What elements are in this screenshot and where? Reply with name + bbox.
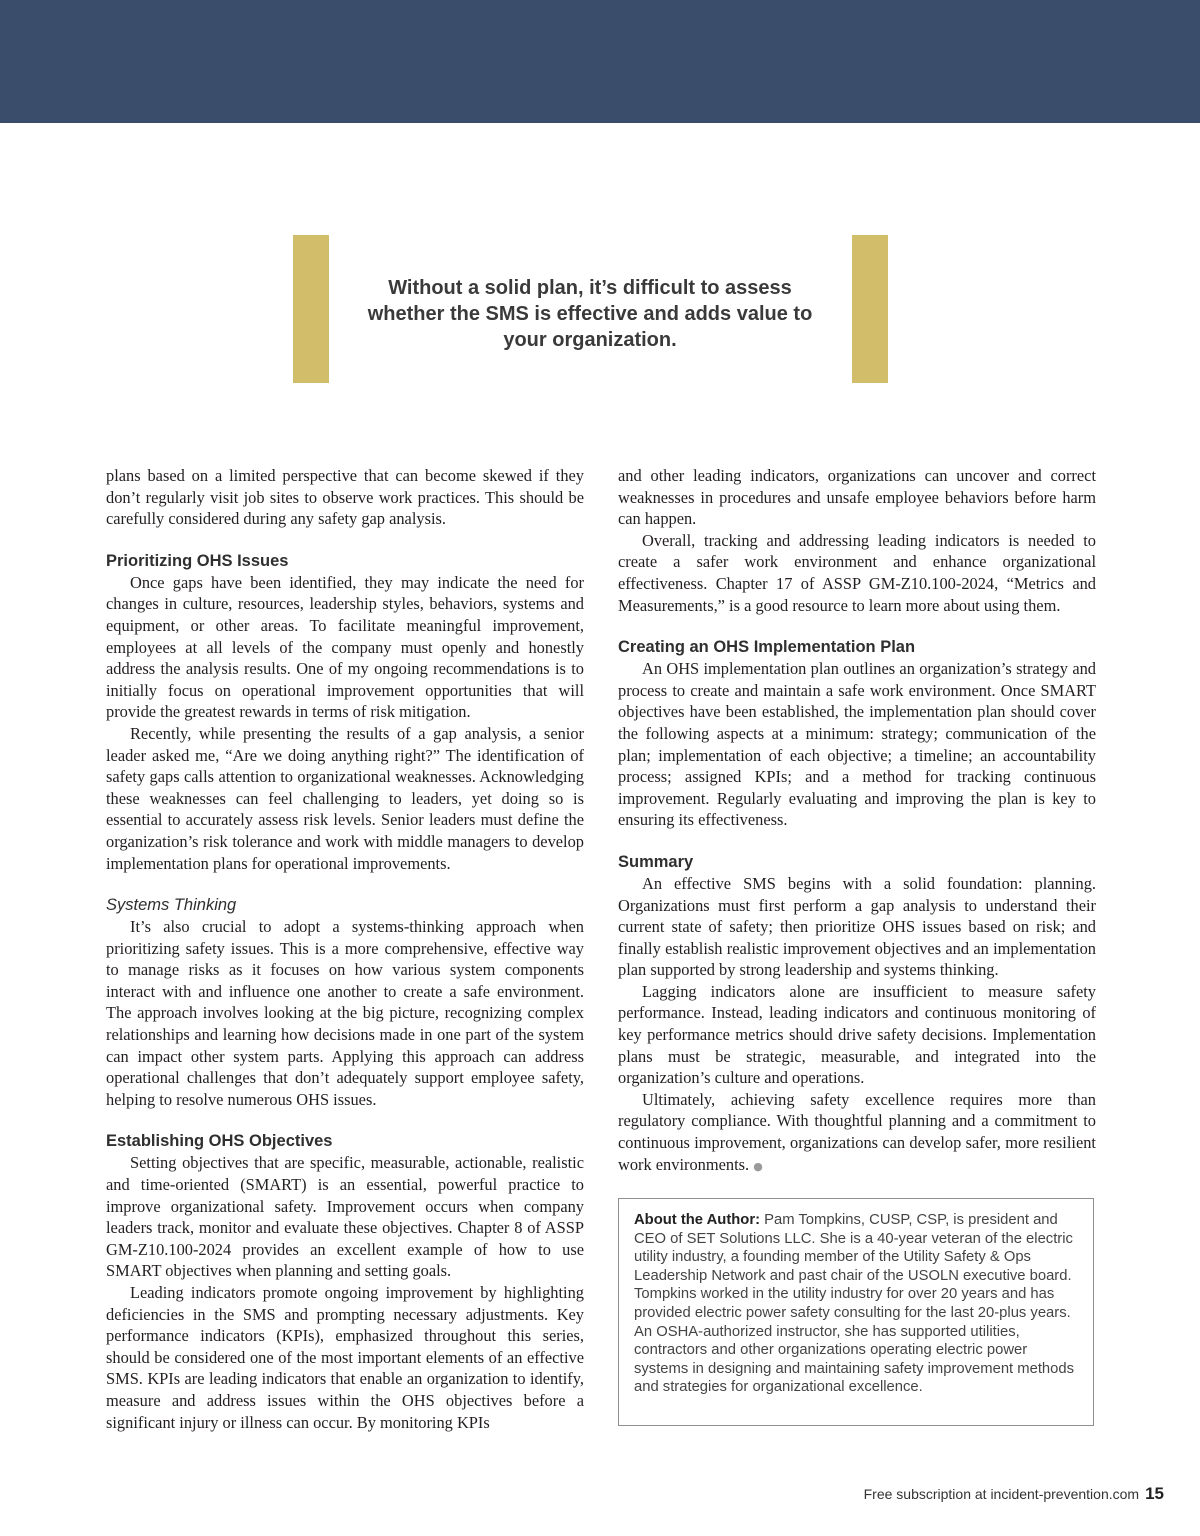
pull-quote: Without a solid plan, it’s difficult to assess whether the SMS is effective and adds value to your organization. xyxy=(367,277,813,351)
author-bio xyxy=(634,1211,1078,1397)
right-column xyxy=(618,465,1096,1177)
section-heading-objectives: Establishing OHS Objectives xyxy=(106,1132,333,1151)
subscription-link[interactable]: Free subscription at incident-prevention.com xyxy=(863,1486,1140,1502)
subsection-heading-systems-thinking: Systems Thinking xyxy=(106,896,237,915)
author-label: About the Author: xyxy=(634,1212,761,1228)
paragraph: Setting objectives that are specific, measurable, actionable, realistic and time-oriented (SMART) is an essential, powerful practice to improve organizational safety. Improvement occurs when company leaders track, monitor and evaluate these objectives. Chapter 8 of ASSP GM-Z10.100-2024 provides an excellent example of how to use SMART objectives when planning and setting goals. xyxy=(106,1153,584,1281)
page-footer xyxy=(864,1484,1164,1504)
pull-quote-bar-left xyxy=(293,235,329,383)
pull-quote-bar-right xyxy=(852,235,888,383)
page-number: 15 xyxy=(1145,1484,1164,1503)
paragraph-final xyxy=(618,1089,1096,1177)
final-paragraph-text: Ultimately, achieving safety excellence requires more than regulatory compliance. With thoughtful planning and a commitment to continuous improvement, organizations can develop safer, more resilient work environments. xyxy=(618,1089,1096,1174)
section-heading-prioritizing: Prioritizing OHS Issues xyxy=(106,551,289,570)
section-heading-summary: Summary xyxy=(618,852,694,871)
paragraph: and other leading indicators, organizations can uncover and correct weaknesses in procedures and unsafe employee behaviors before harm can happen. xyxy=(618,466,1096,529)
paragraph: It’s also crucial to adopt a systems-thinking approach when prioritizing safety issues. This is a more comprehensive, effective way to manage risks as it focuses on how various system components interact with and influence one another to create a safe environment. The approach involves looking at the big picture, recognizing complex relationships and learning how decisions made in one part of the system can impact other system parts. Applying this approach can address operational challenges that don’t adequately support employee safety, helping to resolve numerous OHS issues. xyxy=(106,917,584,1109)
about-author-box xyxy=(618,1198,1094,1426)
paragraph: An OHS implementation plan outlines an organization’s strategy and process to create and maintain a safe work environment. Once SMART objectives have been established, the implementation plan should cover the following aspects at a minimum: strategy; communication of the plan; implementation of each objective; a timeline; an accountability process; assigned KPIs; and a method for tracking continuous improvement. Regularly evaluating and improving the plan is key to ensuring its effectiveness. xyxy=(618,659,1096,830)
paragraph: Recently, while presenting the results of a gap analysis, a senior leader asked me, “Are we doing anything right?” The identification of safety gaps calls attention to organizational weaknesses. Acknowledging these weaknesses can feel challenging to leaders, yet doing so is essential to accurately assess risk levels. Senior leaders must define the organization’s risk tolerance and work with middle managers to develop implementation plans for operational improvements. xyxy=(106,723,584,873)
paragraph: Once gaps have been identified, they may indicate the need for changes in culture, resources, leadership styles, behaviors, systems and equipment, or other areas. To facilitate meaningful improvement, employees at all levels of the company must openly and honestly address the analysis results. One of my ongoing recommendations is to initially focus on operational improvement opportunities that will provide the greatest rewards in terms of risk mitigation. xyxy=(106,572,584,722)
paragraph: plans based on a limited perspective that can become skewed if they don’t regularly visit job sites to observe work practices. This should be carefully considered during any safety gap analysis. xyxy=(106,466,584,529)
section-heading-implementation-plan: Creating an OHS Implementation Plan xyxy=(618,638,916,657)
paragraph: Overall, tracking and addressing leading indicators is needed to create a safer work environment and enhance organizational effectiveness. Chapter 17 of ASSP GM-Z10.100-2024, “Metrics and Measurements,” is a good resource to learn more about using them. xyxy=(618,530,1096,615)
left-column xyxy=(106,465,584,1433)
paragraph: An effective SMS begins with a solid foundation: planning. Organizations must first perform a gap analysis to understand their current state of safety; then prioritize OHS issues based on risk; and finally establish realistic improvement objectives and an implementation plan supported by strong leadership and systems thinking. xyxy=(618,873,1096,980)
paragraph: Lagging indicators alone are insufficient to measure safety performance. Instead, leading indicators and continuous monitoring of key performance metrics should drive safety decisions. Implementation plans must be strategic, measurable, and integrated into the organization’s culture and operations. xyxy=(618,981,1096,1088)
author-text: Pam Tompkins, CUSP, CSP, is president and CEO of SET Solutions LLC. She is a 40-year veteran of the electric utility industry, a founding member of the Utility Safety & Ops Leadership Network and past chair of the USOLN executive board. Tompkins worked in the utility industry for over 20 years and has provided electric power safety consulting for the last 20-plus years. An OSHA-authorized instructor, she has supported utilities, contractors and other organizations operating electric power systems in designing and maintaining safety improvement methods and strategies for organizational excellence. xyxy=(634,1212,1075,1396)
header-band xyxy=(0,0,1200,123)
end-mark-icon: ● xyxy=(753,1159,763,1173)
paragraph: Leading indicators promote ongoing improvement by highlighting deficiencies in the SMS and prompting necessary adjustments. Key performance indicators (KPIs), emphasized throughout this series, should be considered one of the most important elements of an effective SMS. KPIs are leading indicators that enable an organization to identify, measure and address issues within the OHS objectives before a significant injury or illness can occur. By monitoring KPIs xyxy=(106,1283,584,1432)
